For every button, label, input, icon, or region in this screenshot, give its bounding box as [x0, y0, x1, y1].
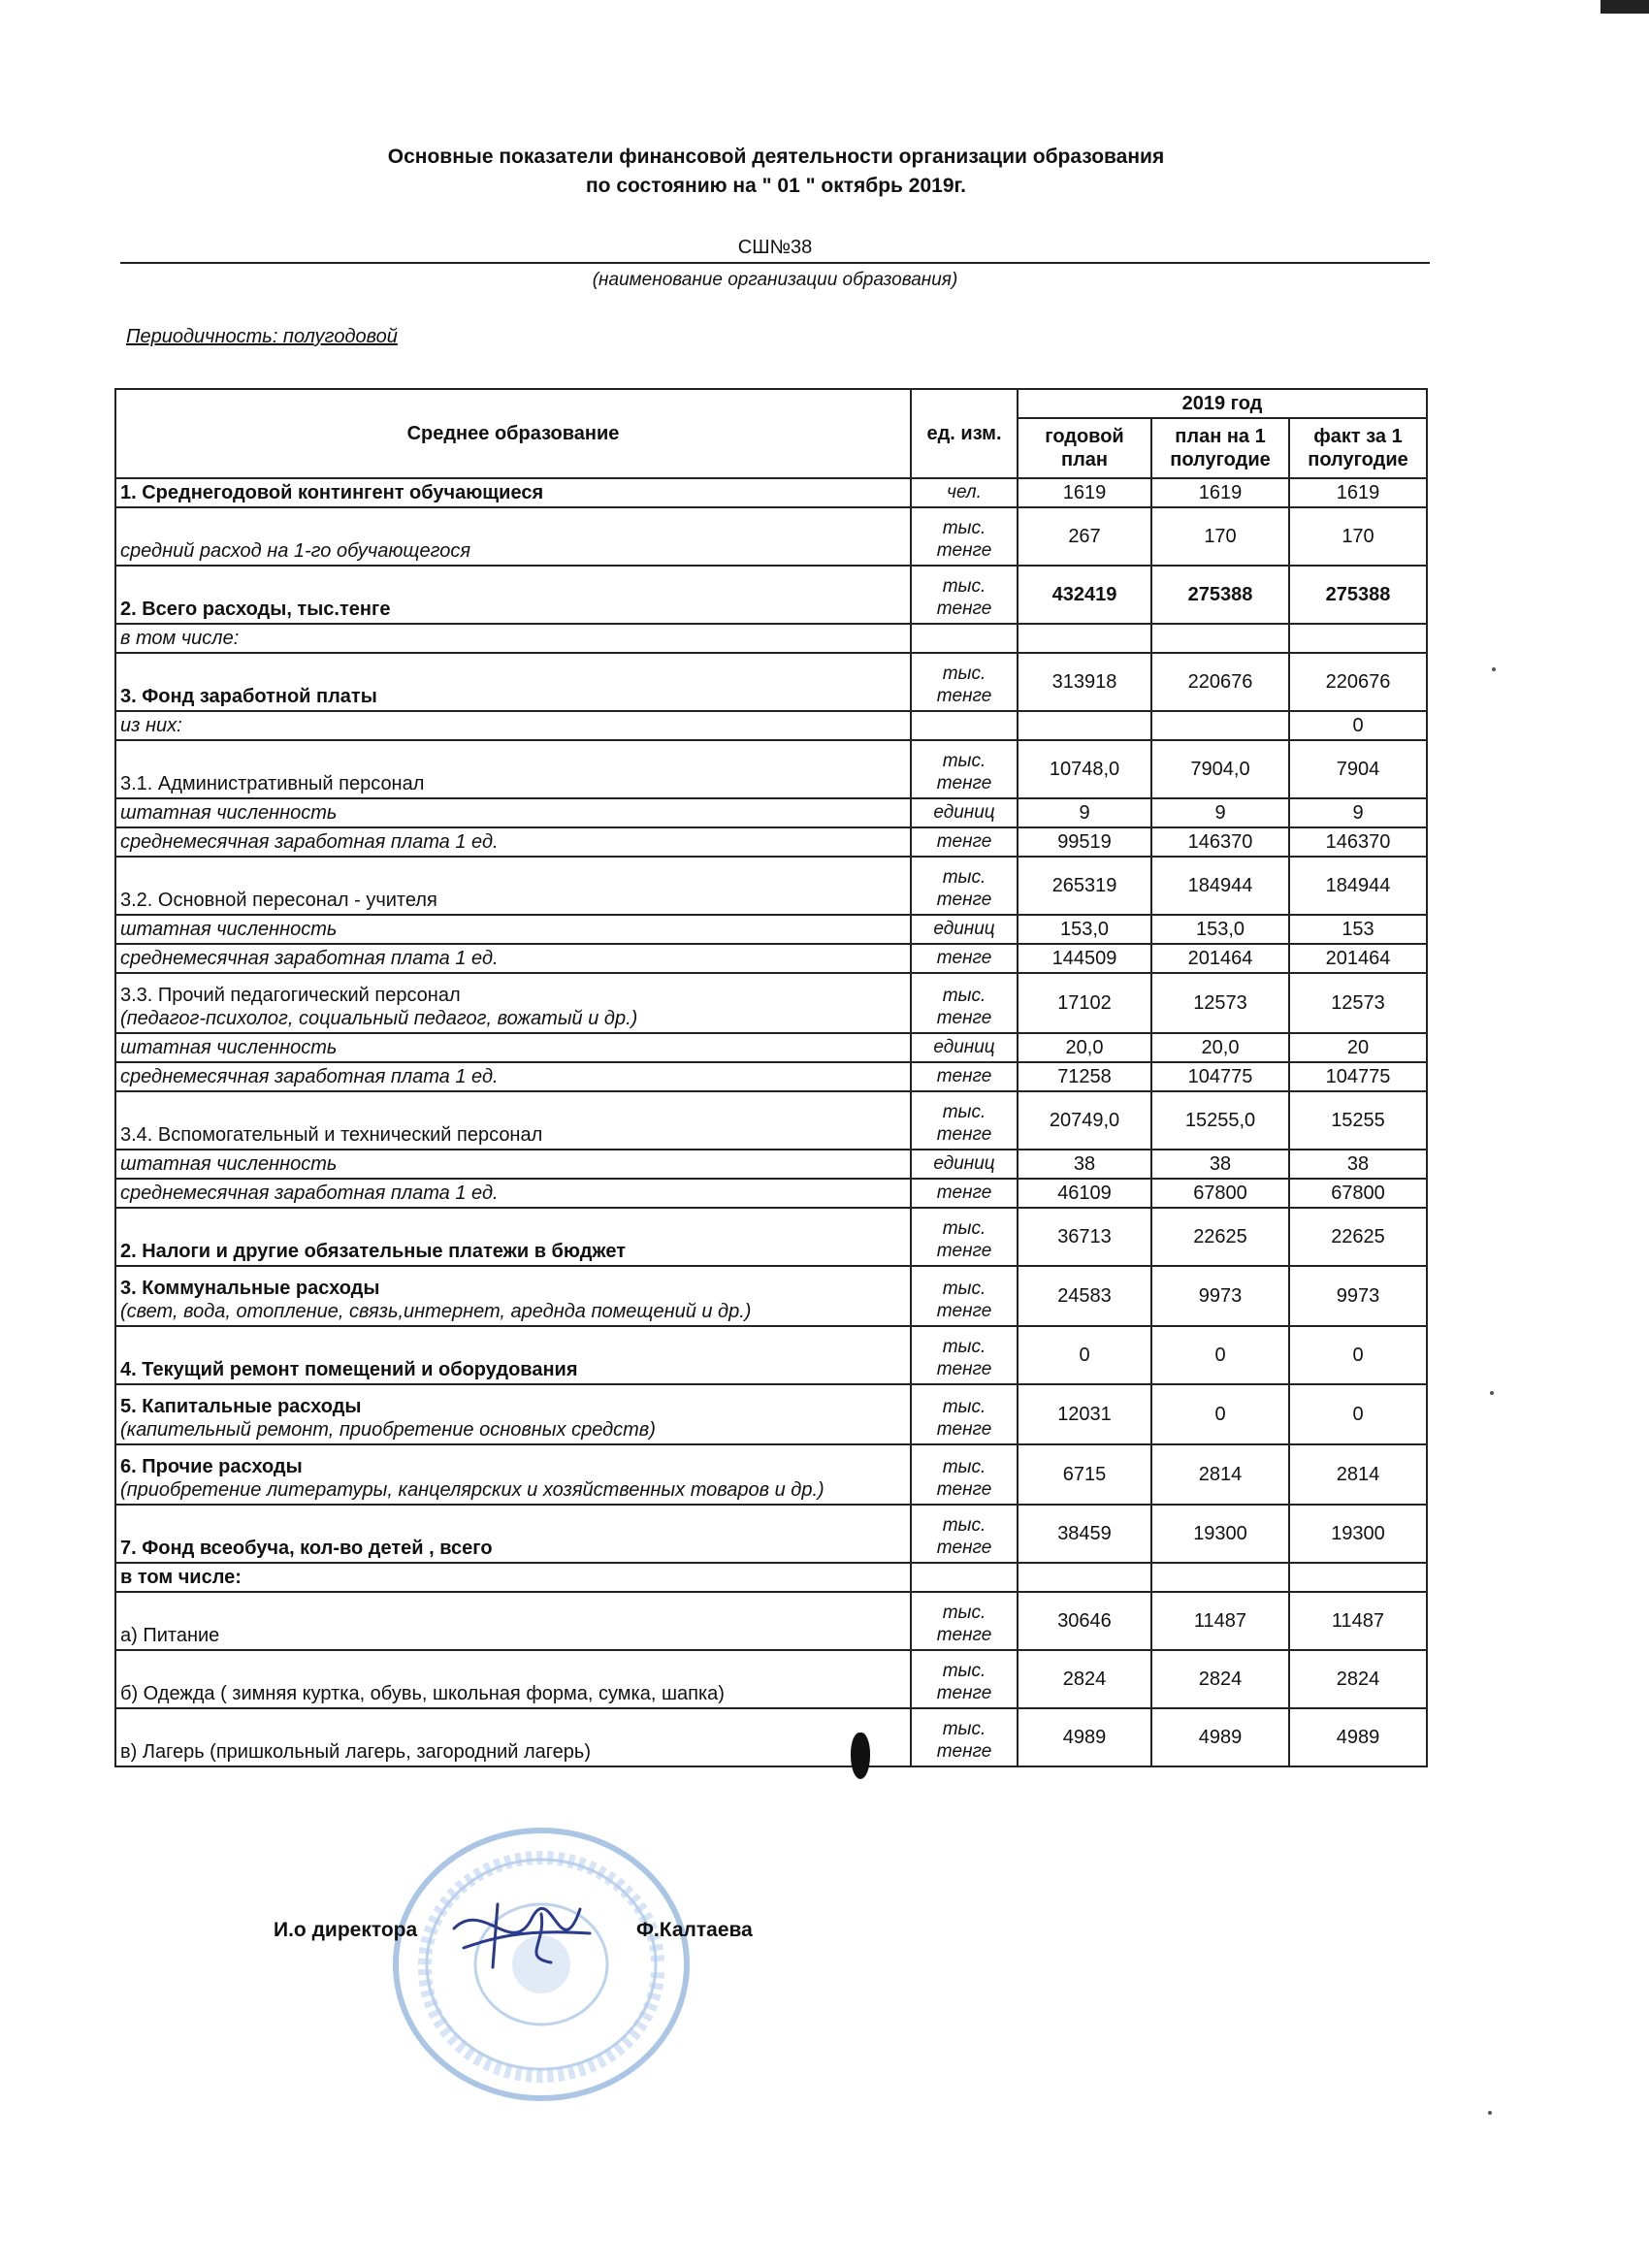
row-label: [115, 507, 911, 566]
row-label-text: 3.2. Основной пересонал - учителя: [120, 890, 437, 911]
row-label: [115, 1384, 911, 1444]
row-unit: тыс. тенге: [911, 1266, 1018, 1326]
row-label-text: штатная численность: [120, 1037, 338, 1058]
row-unit: единиц: [911, 1150, 1018, 1179]
row-label-text: 4. Текущий ремонт помещений и оборудования: [120, 1359, 578, 1380]
annual-plan-value: 144509: [1018, 944, 1151, 973]
annual-plan-value: 313918: [1018, 653, 1151, 711]
table-row: [115, 1384, 1427, 1444]
row-label-text: штатная численность: [120, 802, 338, 824]
row-label: [115, 1444, 911, 1505]
row-unit: тыс. тенге: [911, 1208, 1018, 1266]
row-unit: [911, 711, 1018, 740]
table-row: [115, 1326, 1427, 1384]
row-label: [115, 1208, 911, 1266]
row-label-text: а) Питание: [120, 1625, 220, 1646]
header-category: Среднее образование: [115, 389, 911, 478]
annual-plan-value: 6715: [1018, 1444, 1151, 1505]
financial-table: [114, 388, 1428, 1767]
row-unit: тенге: [911, 1062, 1018, 1091]
row-label: [115, 1650, 911, 1708]
plan-half-value: 67800: [1151, 1179, 1289, 1208]
row-sublabel-text: (свет, вода, отопление, связь,интернет, ареднда помещений и др.): [120, 1301, 752, 1322]
plan-half-value: 9: [1151, 798, 1289, 827]
row-unit: тыс. тенге: [911, 857, 1018, 915]
plan-half-value: 0: [1151, 1326, 1289, 1384]
fact-half-value: 146370: [1289, 827, 1427, 857]
plan-half-value: [1151, 624, 1289, 653]
plan-half-value: [1151, 1563, 1289, 1592]
table-row: [115, 1091, 1427, 1150]
fact-half-value: 170: [1289, 507, 1427, 566]
row-label-text: среднемесячная заработная плата 1 ед.: [120, 831, 499, 853]
annual-plan-value: 153,0: [1018, 915, 1151, 944]
row-label-text: 1. Среднегодовой контингент обучающиеся: [120, 482, 544, 503]
annual-plan-value: 30646: [1018, 1592, 1151, 1650]
row-label: [115, 1563, 911, 1592]
annual-plan-value: 38: [1018, 1150, 1151, 1179]
row-label: [115, 1150, 911, 1179]
header-annual-plan: годовой план: [1018, 418, 1151, 478]
table-row: [115, 507, 1427, 566]
header-fact-half: факт за 1 полугодие: [1289, 418, 1427, 478]
fact-half-value: 67800: [1289, 1179, 1427, 1208]
table-row: [115, 857, 1427, 915]
row-unit: тыс. тенге: [911, 653, 1018, 711]
annual-plan-value: 12031: [1018, 1384, 1151, 1444]
row-unit: тыс. тенге: [911, 973, 1018, 1033]
fact-half-value: 2824: [1289, 1650, 1427, 1708]
row-unit: тыс. тенге: [911, 507, 1018, 566]
fact-half-value: 38: [1289, 1150, 1427, 1179]
row-label: [115, 1266, 911, 1326]
fact-half-value: 20: [1289, 1033, 1427, 1062]
table-row: [115, 1505, 1427, 1563]
table-row: [115, 798, 1427, 827]
annual-plan-value: 20749,0: [1018, 1091, 1151, 1150]
plan-half-value: 1619: [1151, 478, 1289, 507]
fact-half-value: 0: [1289, 711, 1427, 740]
plan-half-value: 153,0: [1151, 915, 1289, 944]
annual-plan-value: 0: [1018, 1326, 1151, 1384]
annual-plan-value: 36713: [1018, 1208, 1151, 1266]
row-label-text: 3.1. Административный персонал: [120, 773, 425, 794]
organization-caption: (наименование организации образования): [592, 270, 958, 290]
row-label: [115, 1505, 911, 1563]
row-label: [115, 711, 911, 740]
annual-plan-value: [1018, 624, 1151, 653]
scan-speck: [1492, 667, 1496, 671]
row-label-text: 5. Капитальные расходы: [120, 1396, 362, 1417]
row-label-text: 3. Фонд заработной платы: [120, 686, 377, 707]
table-row: [115, 1592, 1427, 1650]
plan-half-value: 2814: [1151, 1444, 1289, 1505]
row-label-text: 7. Фонд всеобуча, кол-во детей , всего: [120, 1538, 493, 1559]
annual-plan-value: 24583: [1018, 1266, 1151, 1326]
plan-half-value: 19300: [1151, 1505, 1289, 1563]
plan-half-value: 4989: [1151, 1708, 1289, 1766]
table-row: [115, 1563, 1427, 1592]
plan-half-value: 22625: [1151, 1208, 1289, 1266]
annual-plan-value: 71258: [1018, 1062, 1151, 1091]
fact-half-value: 4989: [1289, 1708, 1427, 1766]
row-unit: единиц: [911, 798, 1018, 827]
row-unit: [911, 1563, 1018, 1592]
fact-half-value: 2814: [1289, 1444, 1427, 1505]
annual-plan-value: 432419: [1018, 566, 1151, 624]
table-row: [115, 827, 1427, 857]
plan-half-value: 201464: [1151, 944, 1289, 973]
row-label: [115, 624, 911, 653]
table-row: [115, 740, 1427, 798]
row-unit: тенге: [911, 1179, 1018, 1208]
row-label: [115, 566, 911, 624]
row-label-text: из них:: [120, 715, 182, 736]
plan-half-value: 38: [1151, 1150, 1289, 1179]
header-plan-half: план на 1 полугодие: [1151, 418, 1289, 478]
table-row: [115, 1444, 1427, 1505]
annual-plan-value: 267: [1018, 507, 1151, 566]
plan-half-value: 12573: [1151, 973, 1289, 1033]
row-label: [115, 973, 911, 1033]
table-row: [115, 566, 1427, 624]
row-label-text: штатная численность: [120, 919, 338, 940]
row-sublabel-text: (капительный ремонт, приобретение основных средств): [120, 1419, 656, 1441]
table-row: [115, 915, 1427, 944]
row-label-text: в том числе:: [120, 1567, 242, 1588]
plan-half-value: 104775: [1151, 1062, 1289, 1091]
row-label: [115, 1592, 911, 1650]
annual-plan-value: 9: [1018, 798, 1151, 827]
plan-half-value: 9973: [1151, 1266, 1289, 1326]
plan-half-value: 2824: [1151, 1650, 1289, 1708]
fact-half-value: 15255: [1289, 1091, 1427, 1150]
fact-half-value: 22625: [1289, 1208, 1427, 1266]
signatory-title: И.о директора: [274, 1919, 418, 1941]
table-row: [115, 711, 1427, 740]
annual-plan-value: 20,0: [1018, 1033, 1151, 1062]
plan-half-value: [1151, 711, 1289, 740]
organization-name: СШ№38: [737, 237, 813, 258]
fact-half-value: 12573: [1289, 973, 1427, 1033]
fact-half-value: 1619: [1289, 478, 1427, 507]
table-row: [115, 1208, 1427, 1266]
row-label-text: 2. Налоги и другие обязательные платежи в бюджет: [120, 1241, 626, 1262]
table-row: [115, 624, 1427, 653]
plan-half-value: 20,0: [1151, 1033, 1289, 1062]
signatory-name: Ф.Калтаева: [636, 1919, 753, 1941]
row-unit: единиц: [911, 915, 1018, 944]
row-label-text: 3.4. Вспомогательный и технический персонал: [120, 1124, 543, 1146]
row-label: [115, 944, 911, 973]
table-row: [115, 1708, 1427, 1766]
row-label: [115, 1179, 911, 1208]
table-row: [115, 1033, 1427, 1062]
row-label-text: б) Одежда ( зимняя куртка, обувь, школьная форма, сумка, шапка): [120, 1683, 725, 1704]
row-label-text: 6. Прочие расходы: [120, 1456, 303, 1477]
table-row: [115, 1150, 1427, 1179]
fact-half-value: 19300: [1289, 1505, 1427, 1563]
table-row: [115, 1650, 1427, 1708]
fact-half-value: 9973: [1289, 1266, 1427, 1326]
ink-blot: [851, 1733, 870, 1779]
scan-edge-mark: [1600, 0, 1649, 14]
plan-half-value: 0: [1151, 1384, 1289, 1444]
row-unit: тыс. тенге: [911, 1505, 1018, 1563]
plan-half-value: 146370: [1151, 827, 1289, 857]
row-label: [115, 798, 911, 827]
row-label-text: среднемесячная заработная плата 1 ед.: [120, 1183, 499, 1204]
periodicity-label: Периодичность: полугодовой: [126, 326, 398, 347]
table-row: [115, 1179, 1427, 1208]
row-sublabel-text: (педагог-психолог, социальный педагог, вожатый и др.): [120, 1008, 638, 1029]
table-row: [115, 973, 1427, 1033]
fact-half-value: 9: [1289, 798, 1427, 827]
row-unit: [911, 624, 1018, 653]
row-unit: тыс. тенге: [911, 1650, 1018, 1708]
plan-half-value: 275388: [1151, 566, 1289, 624]
fact-half-value: 220676: [1289, 653, 1427, 711]
organization-underline: [120, 262, 1430, 264]
fact-half-value: [1289, 624, 1427, 653]
scan-speck: [1490, 1391, 1494, 1395]
annual-plan-value: 38459: [1018, 1505, 1151, 1563]
row-label: [115, 1708, 911, 1766]
fact-half-value: 184944: [1289, 857, 1427, 915]
table-row: [115, 1266, 1427, 1326]
row-label-text: в) Лагерь (пришкольный лагерь, загородний лагерь): [120, 1741, 591, 1763]
row-label-text: штатная численность: [120, 1153, 338, 1175]
row-label: [115, 1033, 911, 1062]
row-label: [115, 653, 911, 711]
annual-plan-value: 99519: [1018, 827, 1151, 857]
annual-plan-value: 4989: [1018, 1708, 1151, 1766]
row-sublabel-text: (приобретение литературы, канцелярских и хозяйственных товаров и др.): [120, 1479, 824, 1501]
row-unit: тыс. тенге: [911, 1592, 1018, 1650]
row-label: [115, 1091, 911, 1150]
row-unit: чел.: [911, 478, 1018, 507]
plan-half-value: 220676: [1151, 653, 1289, 711]
table-body: [115, 478, 1427, 1766]
row-unit: тыс. тенге: [911, 740, 1018, 798]
annual-plan-value: 46109: [1018, 1179, 1151, 1208]
row-unit: тыс. тенге: [911, 566, 1018, 624]
plan-half-value: 184944: [1151, 857, 1289, 915]
row-unit: тыс. тенге: [911, 1326, 1018, 1384]
document-date-line: по состоянию на " 01 " октябрь 2019г.: [585, 175, 967, 197]
fact-half-value: 201464: [1289, 944, 1427, 973]
plan-half-value: 15255,0: [1151, 1091, 1289, 1150]
row-label: [115, 740, 911, 798]
row-label: [115, 478, 911, 507]
row-unit: тыс. тенге: [911, 1444, 1018, 1505]
row-label-text: в том числе:: [120, 628, 240, 649]
fact-half-value: 153: [1289, 915, 1427, 944]
row-unit: тыс. тенге: [911, 1091, 1018, 1150]
table-row: [115, 478, 1427, 507]
row-label-text: среднемесячная заработная плата 1 ед.: [120, 1066, 499, 1087]
header-unit: ед. изм.: [911, 389, 1018, 478]
row-unit: тыс. тенге: [911, 1708, 1018, 1766]
row-label: [115, 1062, 911, 1091]
fact-half-value: 0: [1289, 1384, 1427, 1444]
row-label: [115, 857, 911, 915]
annual-plan-value: 1619: [1018, 478, 1151, 507]
row-unit: тыс. тенге: [911, 1384, 1018, 1444]
annual-plan-value: 10748,0: [1018, 740, 1151, 798]
signature-scribble: [425, 1890, 609, 1977]
fact-half-value: 275388: [1289, 566, 1427, 624]
row-label: [115, 1326, 911, 1384]
table-row: [115, 653, 1427, 711]
plan-half-value: 7904,0: [1151, 740, 1289, 798]
row-label-text: 3. Коммунальные расходы: [120, 1278, 380, 1299]
annual-plan-value: [1018, 1563, 1151, 1592]
row-unit: единиц: [911, 1033, 1018, 1062]
document-title: Основные показатели финансовой деятельности организации образования: [387, 146, 1165, 168]
fact-half-value: 11487: [1289, 1592, 1427, 1650]
annual-plan-value: 2824: [1018, 1650, 1151, 1708]
row-label-text: средний расход на 1-го обучающегося: [120, 540, 471, 562]
row-label: [115, 915, 911, 944]
plan-half-value: 170: [1151, 507, 1289, 566]
row-label-text: 3.3. Прочий педагогический персонал: [120, 985, 461, 1006]
table-row: [115, 944, 1427, 973]
fact-half-value: 0: [1289, 1326, 1427, 1384]
annual-plan-value: [1018, 711, 1151, 740]
table-row: [115, 1062, 1427, 1091]
row-label-text: среднемесячная заработная плата 1 ед.: [120, 948, 499, 969]
fact-half-value: [1289, 1563, 1427, 1592]
annual-plan-value: 265319: [1018, 857, 1151, 915]
annual-plan-value: 17102: [1018, 973, 1151, 1033]
header-year: 2019 год: [1018, 389, 1427, 418]
row-label-text: 2. Всего расходы, тыс.тенге: [120, 599, 391, 620]
row-label: [115, 827, 911, 857]
fact-half-value: 7904: [1289, 740, 1427, 798]
row-unit: тенге: [911, 944, 1018, 973]
row-unit: тенге: [911, 827, 1018, 857]
fact-half-value: 104775: [1289, 1062, 1427, 1091]
plan-half-value: 11487: [1151, 1592, 1289, 1650]
scan-speck: [1488, 2111, 1492, 2115]
